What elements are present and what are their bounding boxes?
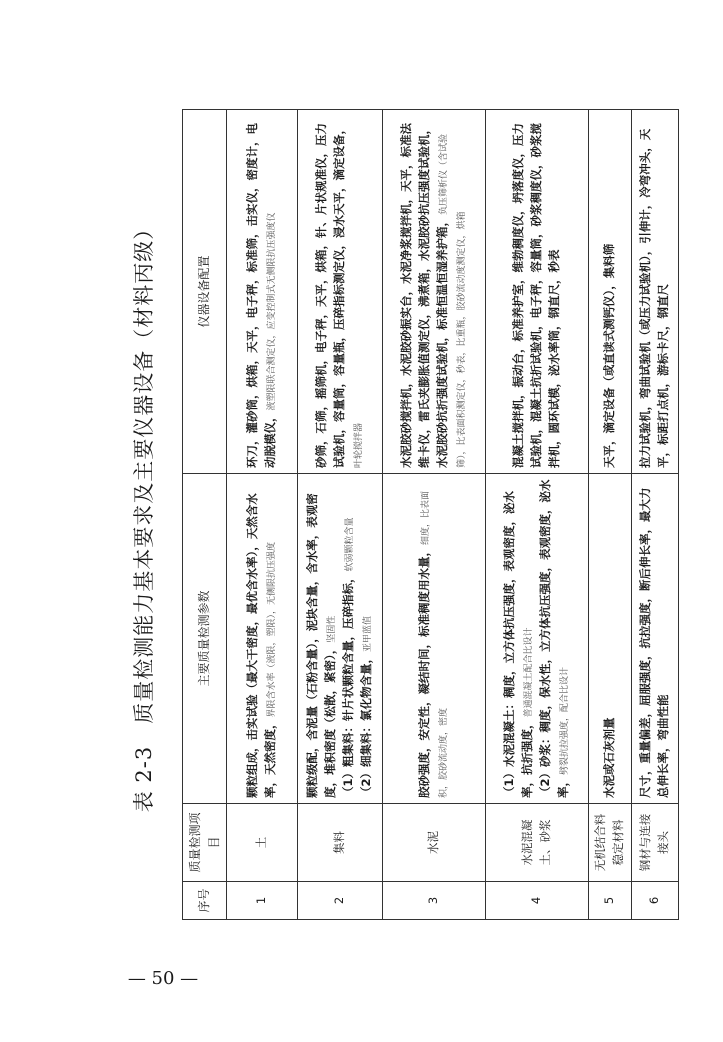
equip-segment: 叶轮搅拌器 xyxy=(354,422,365,468)
params-segment: （1）粗集料：针片状颗粒含量，压碎指标， xyxy=(341,571,356,798)
cell-params xyxy=(589,474,632,804)
equip-segment: 天平，滴定设备（或直读式测钙仪），集料筛 xyxy=(602,243,617,468)
cell-no: 4 xyxy=(486,882,589,920)
cell-equipment xyxy=(227,110,298,474)
table-row xyxy=(632,110,679,920)
cell-params xyxy=(383,474,486,804)
params-segment: 颗粒组成，击实试验（最大干密度，最优含水率），天然含水率，天然密度， xyxy=(245,493,278,798)
cell-item: 水泥 xyxy=(383,804,486,882)
cell-equipment xyxy=(632,110,679,474)
cell-item: 无机结合料稳定材料 xyxy=(589,804,632,882)
cell-item: 钢材与连接接头 xyxy=(632,804,679,882)
cell-item: 集料 xyxy=(298,804,383,882)
table-row xyxy=(227,110,298,920)
params-segment: 软弱颗粒含量 xyxy=(345,517,356,572)
table-title: 表 2-3 质量检测能力基本要求及主要仪器设备（材料丙级） xyxy=(132,217,156,813)
table-row xyxy=(589,110,632,920)
cell-params xyxy=(298,474,383,804)
cell-params xyxy=(632,474,679,804)
params-segment: （2）砂浆：稠度，保水性，立方体抗压强度，表观密度，泌水率， xyxy=(538,479,570,798)
equipment-table xyxy=(182,109,679,920)
cell-equipment xyxy=(589,110,632,474)
cell-no: 6 xyxy=(632,882,679,920)
equip-segment: 水泥胶砂搅拌机，水泥胶砂振实台，水泥净浆搅拌机，天平，标准法维卡仪，雷氏夹膨胀值测定仪，沸煮箱，水泥胶砂抗压强度试验机，水泥胶砂抗折强度试验机，标准恒温恒湿养护箱， xyxy=(399,123,450,468)
equip-segment: 液塑限联合测定仪，应变控制式无侧限抗压强度仪 xyxy=(267,212,278,411)
cell-equipment xyxy=(383,110,486,474)
equip-segment: 砂筛，石筛，摇筛机，电子秤，天平，烘箱，针、片状规准仪，压力试验机，容量筒，容量瓶，压碎指标测定仪，浸水天平，滴定设备， xyxy=(314,123,347,468)
params-segment: （2）细集料：氯化物含量， xyxy=(359,651,374,798)
cell-no: 1 xyxy=(227,882,298,920)
params-segment: 细度，比表面积，胶砂流动度，密度 xyxy=(421,490,450,798)
table-header-row xyxy=(183,110,227,920)
params-segment: 亚甲蓝值 xyxy=(363,615,374,652)
params-segment: （1）水泥混凝土：稠度，立方体抗压强度，表观密度，泌水率，抗折强度， xyxy=(502,491,535,798)
header-item: 质量检测项目 xyxy=(183,804,227,882)
table-row xyxy=(486,110,589,920)
cell-no: 2 xyxy=(298,882,383,920)
table-row xyxy=(298,110,383,920)
params-segment: 劈裂抗拉强度，配合比设计 xyxy=(560,666,570,775)
cell-item: 土 xyxy=(227,804,298,882)
header-no: 序号 xyxy=(183,882,227,920)
rotated-table-page xyxy=(126,110,671,920)
params-segment: 尺寸，重量偏差，屈服强度，抗拉强度，断后伸长率，最大力总伸长率，弯曲性能 xyxy=(638,487,671,798)
table-row xyxy=(383,110,486,920)
cell-equipment xyxy=(298,110,383,474)
equip-segment: 混凝土搅拌机，振动台，标准养护室，维勃稠度仪，坍落度仪，压力试验机，混凝土抗折试验机，电子秤，容量筒，砂浆稠度仪，砂浆搅拌机，圆环试模，泌水率筒，钢直尺，秒表 xyxy=(511,123,562,468)
params-segment: 普通混凝土配合比设计 xyxy=(524,627,535,718)
cell-params xyxy=(227,474,298,804)
cell-params xyxy=(486,474,589,804)
params-segment: 水泥或石灰剂量 xyxy=(602,717,617,798)
page-number: — 50 — xyxy=(127,968,199,989)
params-segment: 坚固性 xyxy=(327,615,338,643)
header-params: 主要质量检测参数 xyxy=(183,474,227,804)
equip-segment: 拉力试验机，弯曲试验机（或压力试验机），引伸计，冷弯冲头，天平，标距打点机，游标卡尺，钢直尺 xyxy=(638,128,671,468)
cell-equipment xyxy=(486,110,589,474)
cell-item: 水泥混凝土、砂浆 xyxy=(486,804,589,882)
cell-no: 5 xyxy=(589,882,632,920)
params-segment: 胶砂强度，安定性，凝结时间，标准稠度用水量， xyxy=(417,545,432,798)
header-equipment: 仪器设备配置 xyxy=(183,110,227,474)
params-segment: 颗粒级配，含泥量（石粉含量），泥块含量，含水率，表观密度，堆积密度（松散，紧密）， xyxy=(305,493,338,798)
equip-segment: 负压筛析仪（含试验筛），比表面积测定仪，秒表，比重瓶，胶砂流动度测定仪，烘箱 xyxy=(439,133,467,468)
params-segment: 界限含水率（液限，塑限），无侧限抗压强度 xyxy=(267,541,278,718)
equip-segment: 环刀，灌砂筒，烘箱，天平，电子秤，标准筛，击实仪，密度计，电动脱模仪， xyxy=(245,123,278,468)
cell-no: 3 xyxy=(383,882,486,920)
